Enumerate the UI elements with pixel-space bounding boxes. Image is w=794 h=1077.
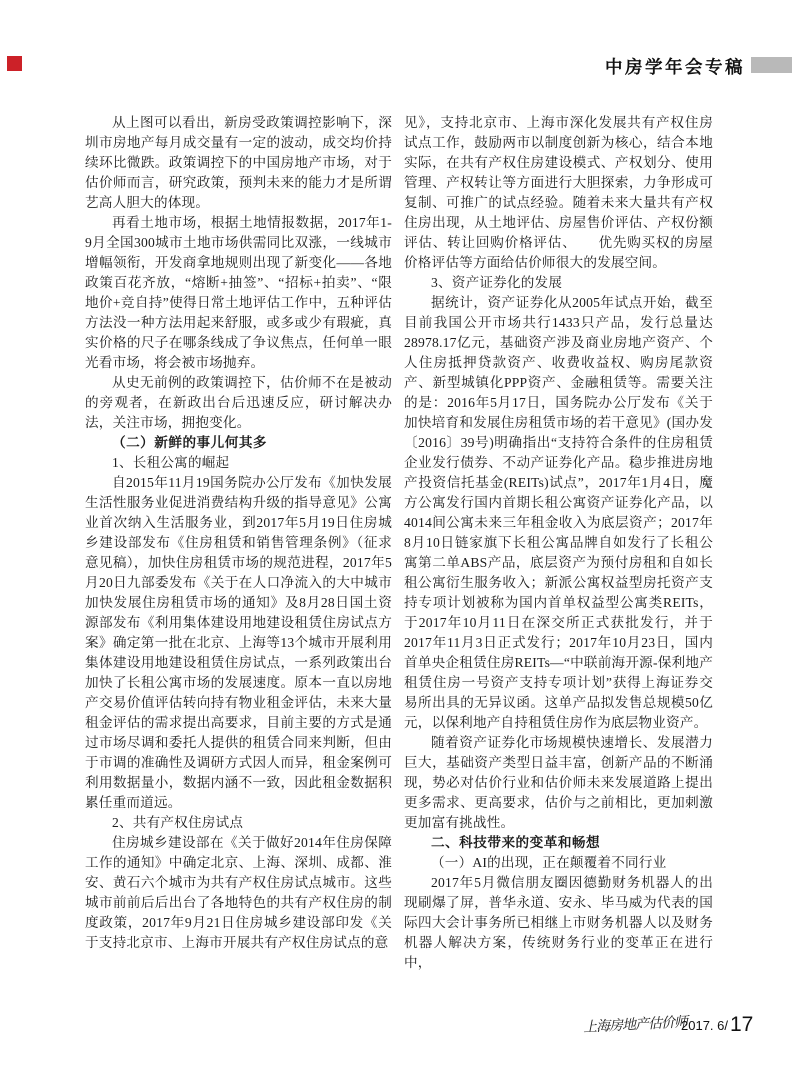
paragraph: 再看土地市场，根据土地情报数据，2017年1-9月全国300城市土地市场供需同比双涨，一线城市增幅领衔，开发商拿地规则出现了新变化——各地政策百花齐放，“熔断+抽签”、“招标+拍卖”、“限地价+竞自持”使得日常土地评估工作中，五种评估方法没一种方法用起来舒服，或多或少有瑕疵，真实价格的尺子在哪条线成了争议焦点，任何单一眼光看市场，将会被市场抛弃。 [85, 215, 392, 370]
issue-label: 2017. 6/ [681, 1018, 728, 1033]
page-footer [0, 1008, 794, 1048]
paragraph: 2017年5月微信朋友圈因德勤财务机器人的出现刷爆了屏，普华永道、安永、毕马威为代表的国际四大会计事务所已相继上市财务机器人以及财务机器人解决方案，传统财务行业的变革正在进行中， [404, 875, 713, 970]
section-heading: （二）新鲜的事儿何其多 [112, 435, 268, 450]
sub-heading: 3、资产证券化的发展 [431, 275, 563, 290]
sub-heading: 1、长租公寓的崛起 [112, 455, 230, 470]
page-number: 17 [730, 1013, 754, 1036]
journal-logo-script: 上海房地产估价师 [582, 1015, 688, 1036]
paragraph: 随着资产证券化市场规模快速增长、发展潜力巨大，基础资产类型日益丰富，创新产品的不断涌现，势必对估价行业和估价师未来发展道路上提出更多需求、更高要求，估价与之前相比，更加刺激更加富有挑战性。 [404, 735, 713, 830]
paragraph: 从上图可以看出，新房受政策调控影响下，深圳市房地产每月成交量有一定的波动，成交均价持续环比微跌。政策调控下的中国房地产市场，对于估价师而言，研究政策，预判未来的能力才是所谓艺高人胆大的体现。 [85, 115, 392, 210]
paragraph: 自2015年11月19国务院办公厅发布《加快发展生活性服务业促进消费结构升级的指导意见》公寓业首次纳入生活服务业，到2017年5月19日住房城乡建设部发布《住房租赁和销售管理条例》（征求意见稿），加快住房租赁市场的规范进程，2017年5月20日九部委发布《关于在人口净流入的大中城市加快发展住房租赁市场的通知》及8月28日国土资源部发布《利用集体建设用地建设租赁住房试点方案》确定第一批在北京、上海等13个城市开展利用集体建设用地建设租赁住房试点，一系列政策出台加快了长租公寓市场的发展速度。原本一直以房地产交易价值评估转向持有物业租金评估，未来大量租金评估的需求提出高要求，目前主要的方式是通过市场尽调和委托人提供的租赁合同来判断，但由于市调的准确性及调研方式因人而异，租金案例可利用数据量小，数据内涵不一致，因此租金数据积累任重而道远。 [85, 475, 392, 810]
left-column [85, 113, 392, 953]
gray-accent-bar [751, 57, 792, 73]
paragraph: 从史无前例的政策调控下，估价师不在是被动的旁观者，在新政出台后迅速反应，研讨解决办法，关注市场，拥抱变化。 [85, 375, 392, 430]
paragraph: 据统计，资产证券化从2005年试点开始，截至目前我国公开市场共行1433只产品，发行总量达28978.17亿元，基础资产涉及商业房地产资产、个人住房抵押贷款资产、收费收益权、购房尾款资产、新型城镇化PPP资产、金融租赁等。需要关注的是：2016年5月17日，国务院办公厅发布《关于加快培育和发展住房租赁市场的若干意见》(国办发〔2016〕39号)明确指出“支持符合条件的住房租赁企业发行债券、不动产证券化产品。稳步推进房地产投资信托基金(REITs)试点”，2017年1月4日，魔方公寓发行国内首期长租公寓资产证券化产品，以4014间公寓未来三年租金收入为底层资产；2017年8月10日链家旗下长租公寓品牌自如发行了长租公寓第二单ABS产品，底层资产为预付房租和自如长租公寓衍生服务收入；新派公寓权益型房托资产支持专项计划被称为国内首单权益型公寓类REITs，于2017年10月11日在深交所正式获批发行，并于2017年11月3日正式发行；2017年10月23日，国内首单央企租赁住房REITs—“中联前海开源-保利地产租赁住房一号资产支持专项计划”获得上海证券交易所出具的无异议函。这单产品拟发售总规模50亿元，以保利地产自持租赁住房作为底层物业资产。 [404, 295, 713, 730]
section-heading: 二、科技带来的变革和畅想 [431, 835, 601, 850]
paragraph: 住房城乡建设部在《关于做好2014年住房保障工作的通知》中确定北京、上海、深圳、成都、淮安、黄石六个城市为共有产权住房试点城市。这些城市前前后后出台了各地特色的共有产权住房的制度政策，2017年9月21日住房城乡建设部印发《关于支持北京市、上海市开展共有产权住房试点的意 [85, 835, 392, 950]
paragraph-continuation: 见》，支持北京市、上海市深化发展共有产权住房试点工作，鼓励两市以制度创新为核心，结合本地实际，在共有产权住房建设模式、产权划分、使用管理、产权转让等方面进行大胆探索，力争形成可复制、可推广的试点经验。随着未来大量共有产权住房出现，从土地评估、房屋售价评估、产权份额评估、转让回购价格评估、 优先购买权的房屋价格评估等方面给估价师很大的发展空间。 [404, 115, 713, 270]
right-column [404, 113, 713, 973]
page-header-title: 中房学年会专稿 [605, 57, 745, 77]
red-accent-square [7, 56, 22, 71]
sub-heading: （一）AI的出现，正在颠覆着不同行业 [431, 855, 667, 870]
sub-heading: 2、共有产权住房试点 [112, 815, 244, 830]
